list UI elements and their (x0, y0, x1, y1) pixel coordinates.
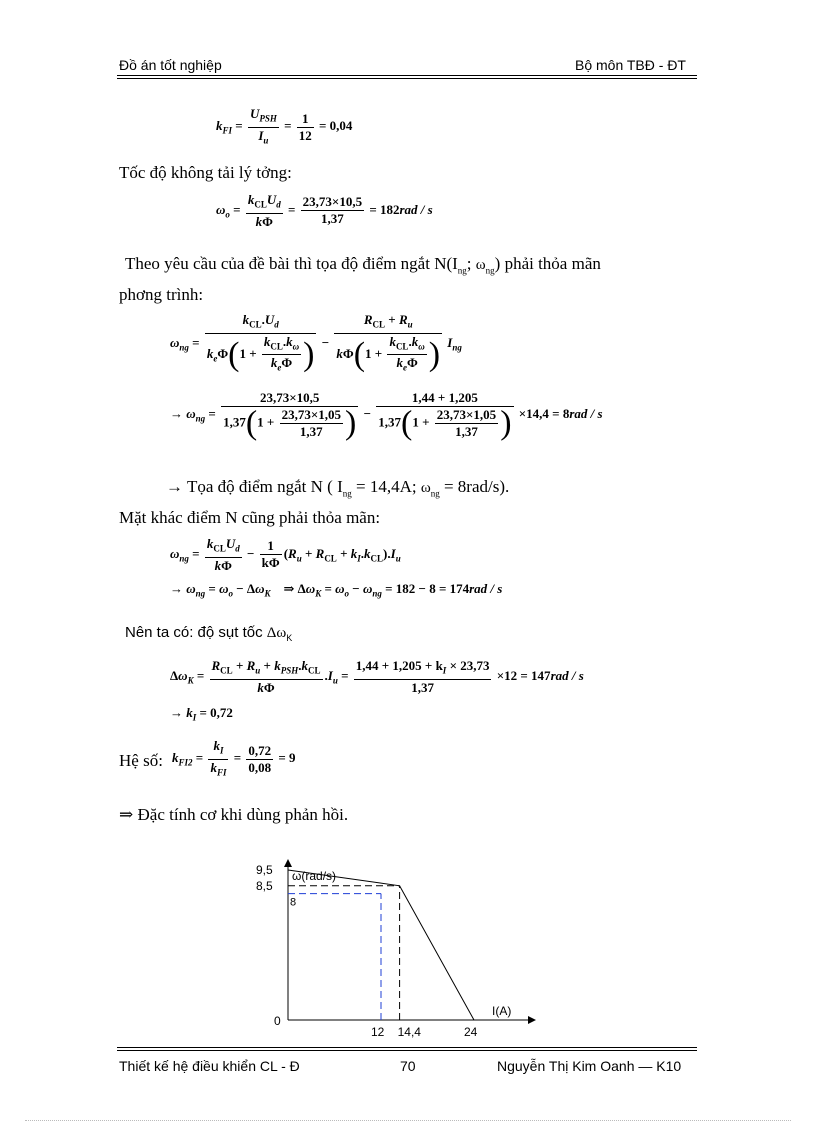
y-tick-label: 8 (290, 896, 297, 909)
equation-delta: → $\omega_{ng} = \omega_o - \Delta\omega_K$ ⇒ $\Delta\omega_K = \omega_o - \omega_{ng} = 182 - 8 = 174rad / s$ (170, 581, 503, 599)
equation-omega-ng-numeric: → $\omega_{ng}$ = 23,73×10,5 1,37(1 + $\frac{23,73\times 1,05}{1,37}$ ) − 1,44 + 1,205 1,37(1 + $\frac{23,73\times 1,05}{1,37}$ ) ×14,4 = 8rad / s (170, 390, 603, 442)
y-tick-label: 8,5 (256, 878, 273, 893)
para-theo-line2: phơng trình: (119, 285, 204, 304)
equation-kfi2: $k_{FI2}$ = $\frac{k_I}{k_{FI}}$ = $\frac{0,72}{0,08}$ = 9 (172, 738, 296, 778)
equation-kfi: $k_{FI}$ = $\frac{U_{PSH}}{I_u}$ = $\frac{1}{12}$ = 0,04 (216, 106, 353, 146)
x-axis-label: I(A) (492, 1004, 512, 1018)
header-rule (117, 75, 697, 76)
footer-right: Nguyễn Thị Kim Oanh — K10 (497, 1058, 682, 1074)
line-nen: Nên ta có: độ sụt tốc $\Delta\omega_K$ (125, 624, 293, 643)
equation-ki: → $k_I = 0,72$ (170, 705, 233, 723)
para-theo: Theo yêu cầu của đề bài thì tọa độ điểm ngắt $N(I_{ng}$; $\omega_{ng}$) phải thỏa mãn (125, 254, 601, 276)
equation-omega-o: $\omega_o$ = $\frac{k_{CL}U_d}{k\Phi}$ = $\frac{23,73\times 10,5}{1,37}$ = 182rad / s (216, 192, 433, 229)
header-left: Đồ án tốt nghiệp (119, 57, 222, 73)
footer-rule (117, 1047, 697, 1048)
page-edge (25, 1120, 791, 1121)
y-tick-label: 0 (274, 1014, 281, 1028)
equation-omega-ng-formula: $\omega_{ng}$ = $k_{CL}.U_d$ $k_e\Phi(1$ + $\frac{k_{CL}.k_\omega}{k_e\Phi}$ ) − $R_{CL} + R_u$ kΦ(1 + $\frac{k_{CL}.k_\omega}{k_e\Phi}$ ) $I_{ng}$ (170, 312, 462, 373)
footer-left: Thiết kế hệ điều khiển CL - Đ (119, 1058, 300, 1074)
page-number: 70 (400, 1058, 416, 1074)
implies-arrow-icon: ⇒ (119, 805, 134, 824)
equation-delta-2: $\Delta\omega_K$ = $\frac{R_{CL} + R_u + k_{PSH}.k_{CL}}{k\Phi}$ $.I_u$ = $\frac{1,44 + 1,205 + k_I \times 23,73}{1,37}$ ×12 = 147rad / s (170, 658, 584, 695)
equation-omega-ng-2: $\omega_{ng}$ = $\frac{k_{CL}U_d}{k\Phi}$ − $\frac{1}{k\Phi}$ $(R_u + R_{CL} + k_I.k_{CL}).I_u$ (170, 536, 401, 573)
arrow-right-icon: → (166, 477, 183, 496)
y-axis-label: ω(rad/s) (292, 869, 337, 883)
y-tick-label: 9,5 (256, 863, 273, 877)
header-right: Bộ môn TBĐ - ĐT (575, 57, 686, 73)
label-speed: Tốc độ không tải lý tởng: (119, 163, 292, 182)
footer-rule-2 (117, 1050, 697, 1051)
x-tick-label: 24 (464, 1025, 478, 1039)
x-tick-label: 14,4 (397, 1025, 421, 1039)
header-rule-2 (117, 78, 697, 79)
x-tick-label: 12 (371, 1025, 385, 1039)
line-toado: → Tọa độ điểm ngắt N ( $I_{ng} = 14,4A$; $\omega_{ng} = 8rad/s$). (166, 477, 510, 499)
label-heso: Hệ số: (119, 751, 163, 770)
characteristic-chart (240, 855, 540, 1040)
line-mat-khac: Mặt khác điểm N cũng phải thỏa mãn: (119, 508, 381, 527)
line-dactinh: ⇒ Đặc tính cơ khi dùng phản hồi. (119, 805, 349, 824)
